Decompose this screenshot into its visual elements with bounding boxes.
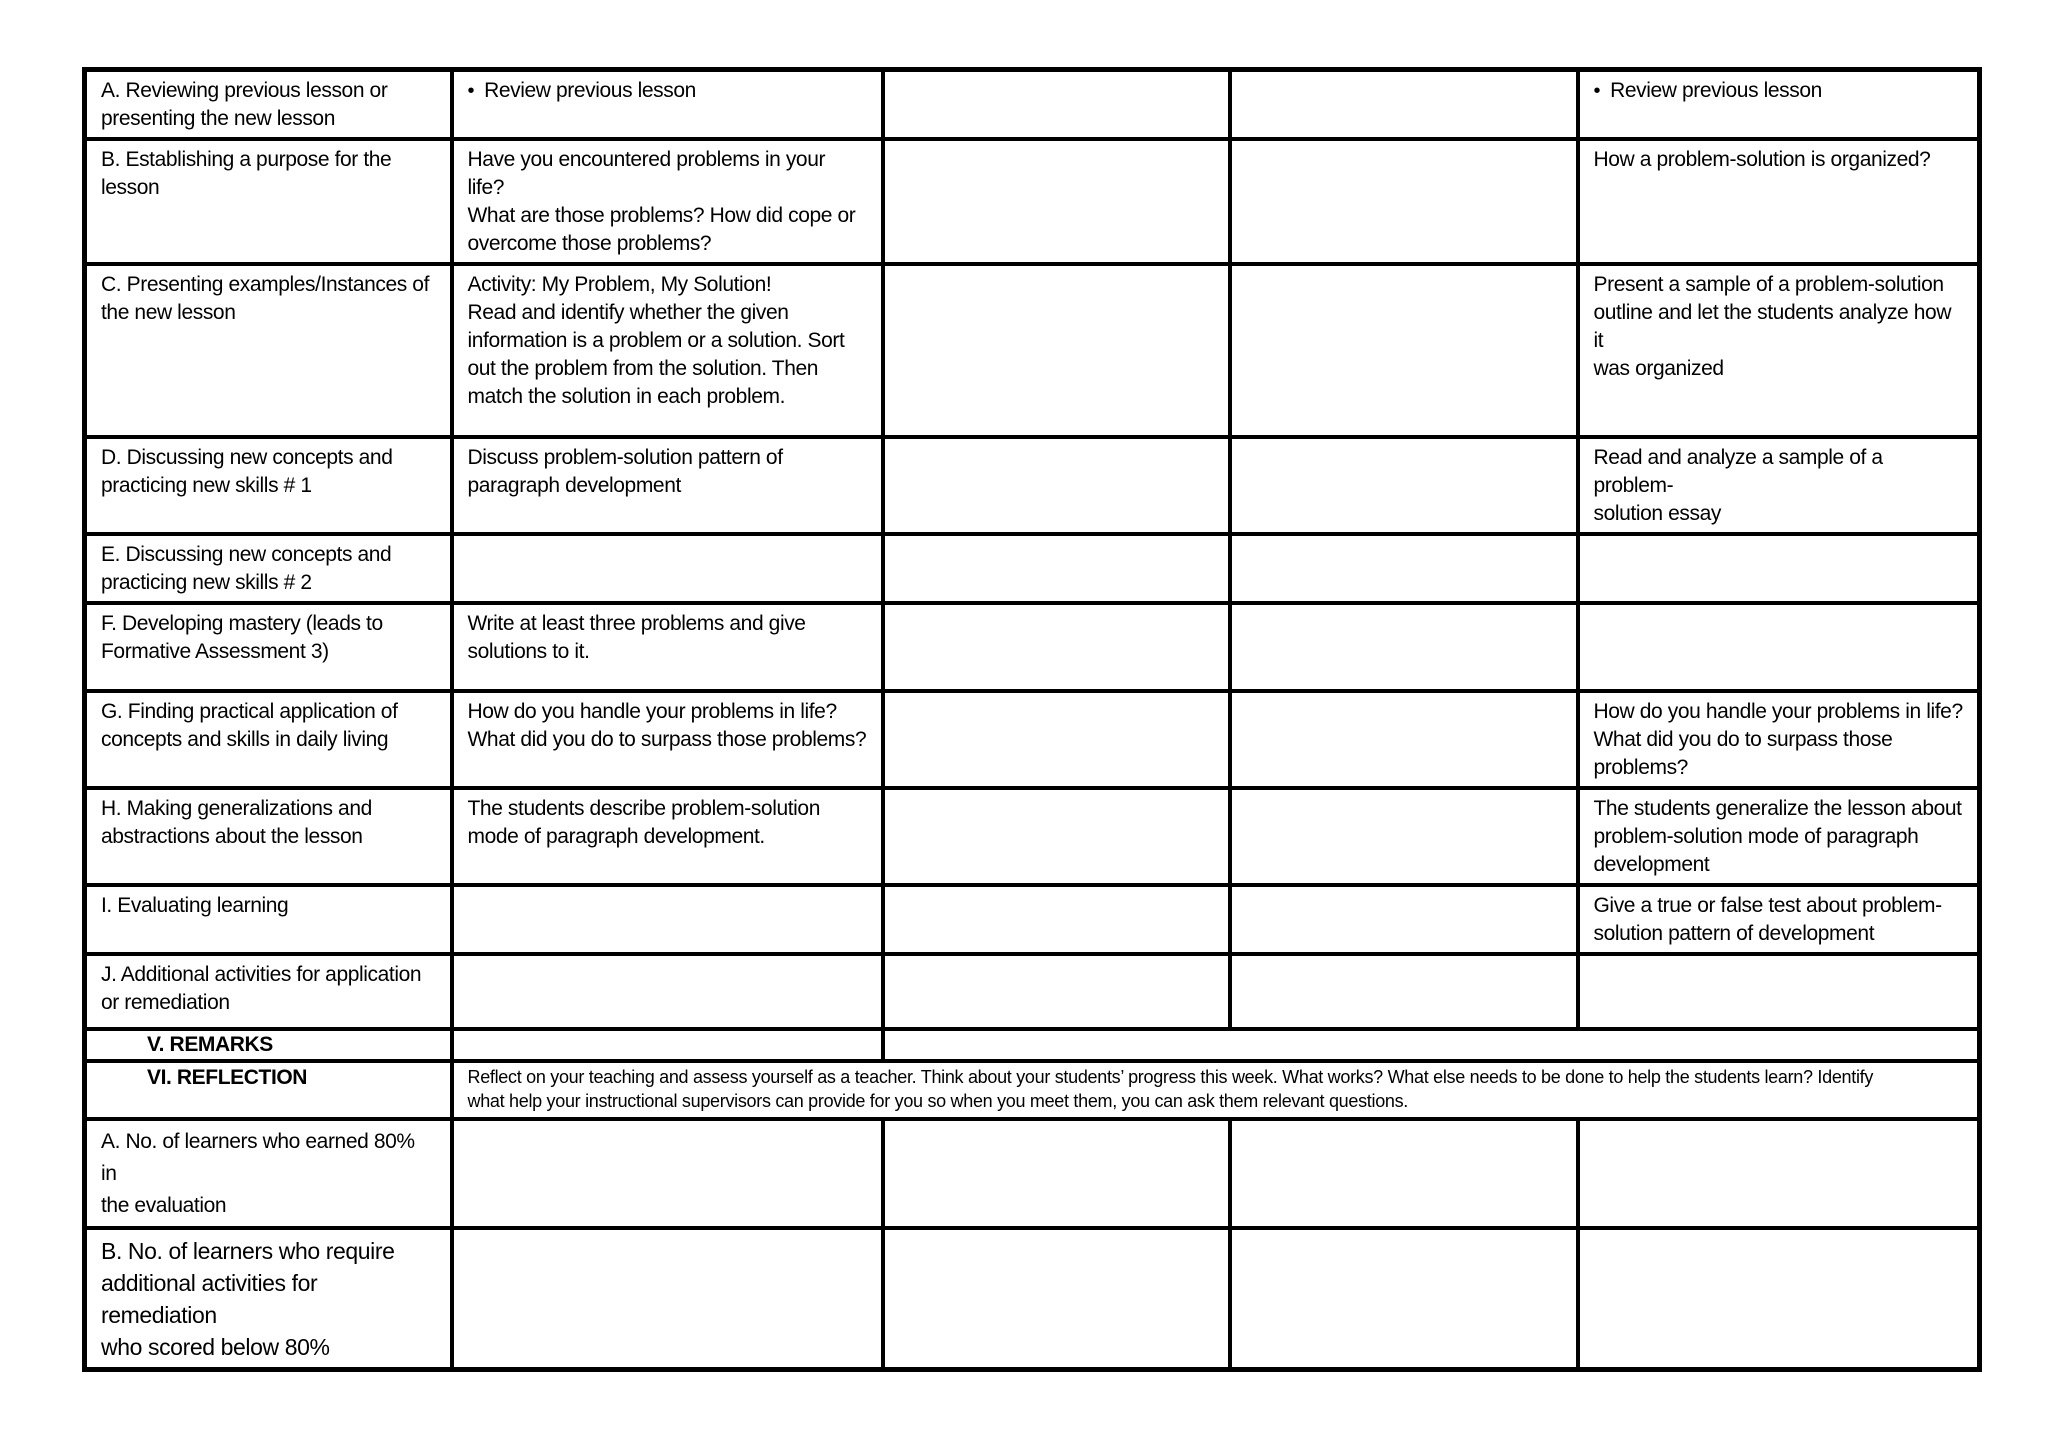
row-g	[85, 691, 1980, 788]
reflection-row	[85, 1061, 1980, 1119]
row-d-col1: Discuss problem-solution pattern of paragraph development	[467, 446, 783, 497]
remarks-col1	[452, 1029, 883, 1061]
remarks-row	[85, 1029, 1980, 1061]
learners-a-col2	[883, 1119, 1230, 1228]
row-b-col1: Have you encountered problems in your life? What are those problems? How did cope or overcome those problems?	[467, 148, 856, 255]
learners-row-b	[85, 1228, 1980, 1370]
row-f-col4	[1578, 603, 1980, 691]
remarks-body	[883, 1029, 1980, 1061]
bullet-icon: •	[467, 80, 475, 102]
row-a-col1: Review previous lesson	[484, 79, 696, 102]
row-c-col4: Present a sample of a problem-solution outline and let the students analyze how it was organized	[1593, 273, 1952, 380]
row-j	[85, 954, 1980, 1029]
row-g-col3	[1230, 691, 1578, 788]
learners-b-col4	[1578, 1228, 1980, 1370]
learners-b-col2	[883, 1228, 1230, 1370]
row-d	[85, 437, 1980, 534]
row-e	[85, 534, 1980, 603]
row-j-label: J. Additional activities for application or remediation	[101, 963, 422, 1014]
row-a-label: A. Reviewing previous lesson or presenting the new lesson	[101, 79, 388, 130]
row-c-col1: Activity: My Problem, My Solution! Read and identify whether the given information is a problem or a solution. Sort out the problem from the solution. Then match the solution in each problem.	[467, 273, 845, 408]
bullet-icon: •	[1593, 80, 1601, 102]
learners-a-label: A. No. of learners who earned 80% in the evaluation	[101, 1130, 415, 1217]
row-b	[85, 139, 1980, 264]
row-i	[85, 885, 1980, 954]
row-a-col2	[883, 70, 1230, 140]
row-i-col4: Give a true or false test about problem- solution pattern of development	[1593, 894, 1942, 945]
row-h-col3	[1230, 788, 1578, 885]
row-a-col4: Review previous lesson	[1610, 79, 1822, 102]
row-f	[85, 603, 1980, 691]
row-i-col1	[452, 885, 883, 954]
row-d-col3	[1230, 437, 1578, 534]
learners-a-col3	[1230, 1119, 1578, 1228]
row-d-col4: Read and analyze a sample of a problem- solution essay	[1593, 446, 1883, 525]
learners-b-col3	[1230, 1228, 1578, 1370]
learners-a-col1	[452, 1119, 883, 1228]
row-h-col1: The students describe problem-solution mode of paragraph development.	[467, 797, 820, 848]
row-g-col4: How do you handle your problems in life? What did you do to surpass those problems?	[1593, 700, 1963, 779]
row-j-col1	[452, 954, 883, 1029]
reflection-text: Reflect on your teaching and assess yourself as a teacher. Think about your students’ progress this week. What works? What else needs to be done to help the students learn? Identify what help your instructional supervisors can provide for you so when you meet them, you can ask them relevant questions.	[467, 1067, 1874, 1111]
row-d-label: D. Discussing new concepts and practicing new skills # 1	[101, 446, 393, 497]
row-a	[85, 70, 1980, 140]
row-f-label: F. Developing mastery (leads to Formative Assessment 3)	[101, 612, 383, 663]
reflection-heading: VI. REFLECTION	[147, 1066, 308, 1089]
row-f-col3	[1230, 603, 1578, 691]
learners-b-label: B. No. of learners who require additional activities for remediation who scored below 80%	[101, 1238, 395, 1360]
learners-b-col1	[452, 1228, 883, 1370]
row-f-col2	[883, 603, 1230, 691]
row-b-col3	[1230, 139, 1578, 264]
row-g-col2	[883, 691, 1230, 788]
row-c	[85, 264, 1980, 437]
row-g-label: G. Finding practical application of concepts and skills in daily living	[101, 700, 398, 751]
row-i-col2	[883, 885, 1230, 954]
row-i-label: I. Evaluating learning	[101, 894, 289, 917]
row-h-label: H. Making generalizations and abstractions about the lesson	[101, 797, 372, 848]
row-e-label: E. Discussing new concepts and practicing new skills # 2	[101, 543, 392, 594]
learners-a-col4	[1578, 1119, 1980, 1228]
row-e-col4	[1578, 534, 1980, 603]
row-j-col3	[1230, 954, 1578, 1029]
row-e-col1	[452, 534, 883, 603]
row-e-col3	[1230, 534, 1578, 603]
row-j-col4	[1578, 954, 1980, 1029]
learners-row-a	[85, 1119, 1980, 1228]
row-h-col2	[883, 788, 1230, 885]
lesson-plan-table	[82, 67, 1982, 1372]
row-h-col4: The students generalize the lesson about problem-solution mode of paragraph development	[1593, 797, 1962, 876]
row-f-col1: Write at least three problems and give solutions to it.	[467, 612, 806, 663]
row-c-col2	[883, 264, 1230, 437]
row-j-col2	[883, 954, 1230, 1029]
remarks-heading: V. REMARKS	[147, 1033, 273, 1056]
row-c-label: C. Presenting examples/Instances of the new lesson	[101, 273, 430, 324]
row-b-col2	[883, 139, 1230, 264]
row-g-col1: How do you handle your problems in life? What did you do to surpass those problems?	[467, 700, 867, 751]
row-d-col2	[883, 437, 1230, 534]
row-b-label: B. Establishing a purpose for the lesson	[101, 148, 392, 199]
row-b-col4: How a problem-solution is organized?	[1593, 148, 1931, 171]
row-c-col3	[1230, 264, 1578, 437]
row-a-col3	[1230, 70, 1578, 140]
row-h	[85, 788, 1980, 885]
row-e-col2	[883, 534, 1230, 603]
row-i-col3	[1230, 885, 1578, 954]
